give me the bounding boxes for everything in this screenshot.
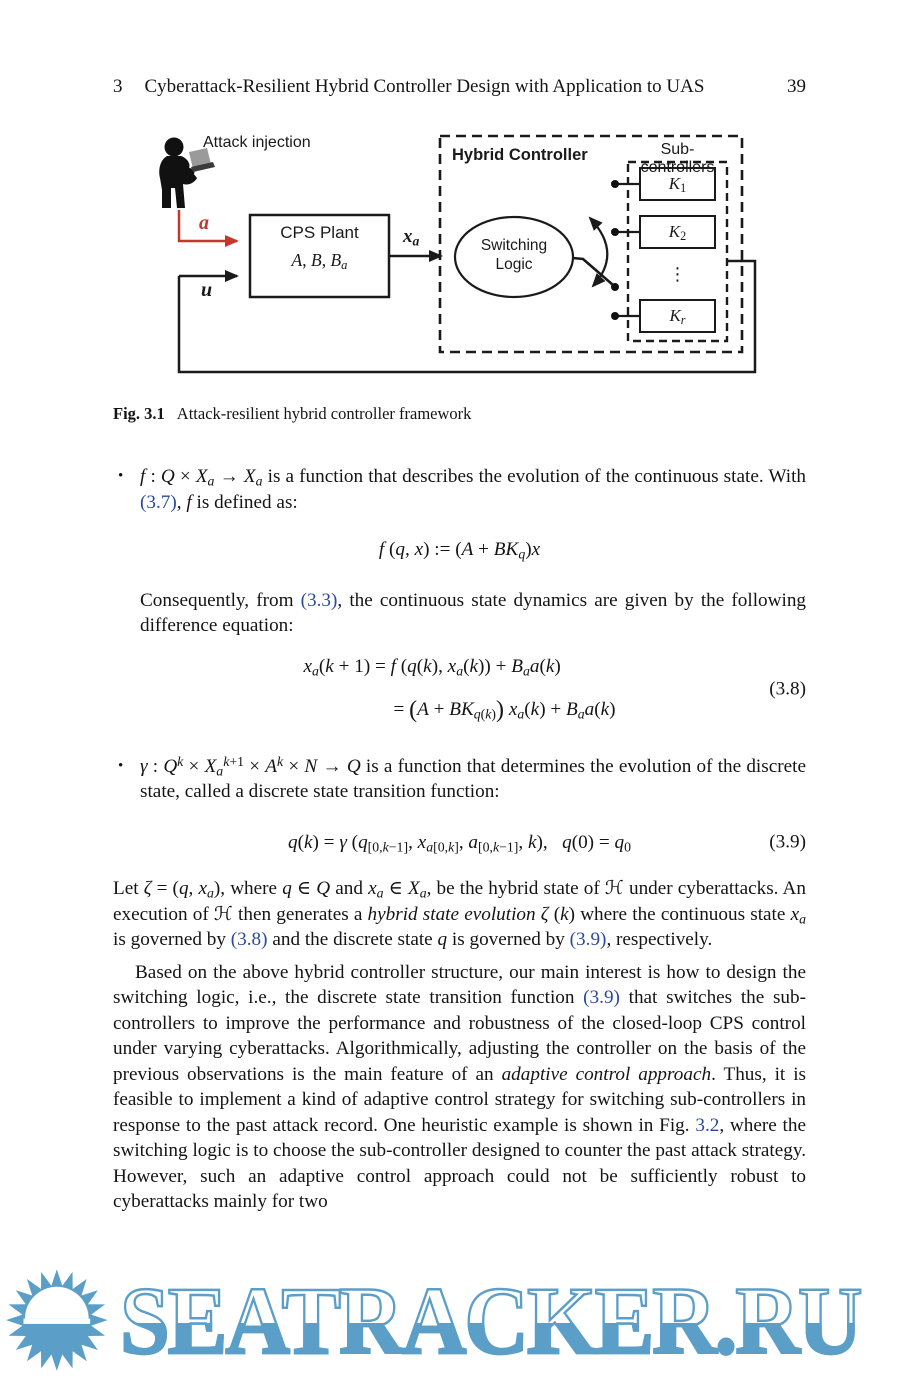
subcontroller-k2-label: $K_2$ [668,222,687,244]
cross-reference-link[interactable]: 3.2 [695,1114,720,1136]
switching-logic-line2: Logic [495,256,533,273]
subcontroller-ellipsis: ⋮ [668,264,687,285]
figure-caption-label: Fig. 3.1 [113,404,165,423]
paragraph-consequently: Consequently, from (3.3), the continuous state dynamics are given by the following difference equation: [140,589,807,636]
watermark-text: SEATRACKER.RU [120,1253,861,1388]
switching-logic-label [455,236,573,274]
bullet-gamma-text: γ : $Q^k \times X_a^{k+1} \times A^k \times N \to Q$ is a function that determines the evolution of the discrete state, called a discrete state transition function: [140,753,807,802]
paragraph-adaptive-control: Based on the above hybrid controller structure, our main interest is how to design the switching logic, i.e., the discrete state transition function (3.9) that switches the sub-controllers to improve the performance and robustness of the closed-loop CPS control under varying cyberattacks. Algorithmically, adjusting the controller on the basis of the previous observations is the main feature of an adaptive control approach. Thus, it is feasible to implement a kind of adaptive control strategy for switching sub-controllers in response to the past attack record. One heuristic example is shown in Fig. 3.2, where the switching logic is to choose the sub-controller designed to counter the past attack strategy. However, such an adaptive control approach could not be sufficiently robust to cyberattacks mainly for two [113,961,807,1212]
attack-signal-label: a [199,212,209,234]
contact-dot-kr [611,312,619,320]
subcontroller-k1-label: $K_1$ [668,174,687,196]
chapter-number: 3 [113,76,123,97]
cross-reference-link[interactable]: (3.7) [140,491,177,513]
page-header [0,0,916,98]
switching-logic-line1: Switching [480,237,548,254]
equation-3-8 [113,654,806,724]
equation-f-definition: f (q, x) := $(A + BK_q)x$ [378,539,541,562]
equation-3-9 [113,830,806,856]
cross-reference-link[interactable]: (3.9) [569,929,607,950]
equation-number-3-9: (3.9) [769,831,806,853]
sun-band [23,1319,90,1324]
attack-injection-label: Attack injection [203,134,311,151]
cross-reference-link[interactable]: (3.3) [300,589,338,611]
subcontrollers-label: Sub-controllers [640,141,715,176]
equation-3-8-line2: = $(A + BK_{q(k)})$ $x_a(k) + B_aa(k)$ [393,697,616,723]
page-number: 39 [787,76,806,97]
equation-3-8-line1: $x_a(k + 1) = f$ (q(k), $x_a(k)) + B_aa(k)$ [303,655,561,678]
watermark [0,1253,916,1388]
switch-motion-arc [590,218,607,286]
subcontroller-kr-label: $K_r$ [669,306,686,328]
bullet-marker: • [118,757,124,774]
body-content [113,464,806,1215]
plant-title: CPS Plant [280,223,359,242]
equation-number-3-8: (3.8) [769,677,806,699]
hybrid-controller-label: Hybrid Controller [452,146,588,164]
sun-logo-icon [0,1253,114,1388]
figure-caption-text: Attack-resilient hybrid controller framework [176,404,472,423]
equation-3-9-body: q(k) = γ ($q_{[0,k-1]}$, $x_{a[0,k]}$, $a_{[0,k-1]}$, k), $q(0) = q_0$ [287,831,631,854]
state-signal-label: $x_a$ [403,226,420,249]
bullet-item-gamma [113,754,806,805]
bullet-f-text: f : $Q \times X_a \to X_a$ is a function that describes the evolution of the continuous state. With (3.7), f is defined as: [140,466,806,513]
cross-reference-link[interactable]: (3.8) [230,929,268,950]
paragraph-hybrid-state: Let ζ = (q, $x_a$), where q ∈ Q and $x_a$ ∈ $X_a$, be the hybrid state of ℋ under cyberattacks. An execution of ℋ then generates a hybrid state evolution ζ (k) where the continuous state $x_a$ is governed by (3.8) and the discrete state q is governed by (3.9), respectively. [113,878,806,950]
control-signal-label: u [201,279,213,301]
plant-params: A, B, $B_a$ [291,250,348,273]
cross-reference-link[interactable]: (3.9) [583,987,620,1008]
running-head-title: Cyberattack-Resilient Hybrid Controller Design with Application to UAS [144,76,705,97]
bullet-marker: • [118,468,124,484]
framework-diagram [111,122,811,394]
figure-caption [113,404,806,424]
equation-3-8-stack [303,654,615,724]
bullet-item-f [113,464,806,515]
contact-dot-k2 [611,228,619,236]
contact-dot-k1 [611,180,619,188]
